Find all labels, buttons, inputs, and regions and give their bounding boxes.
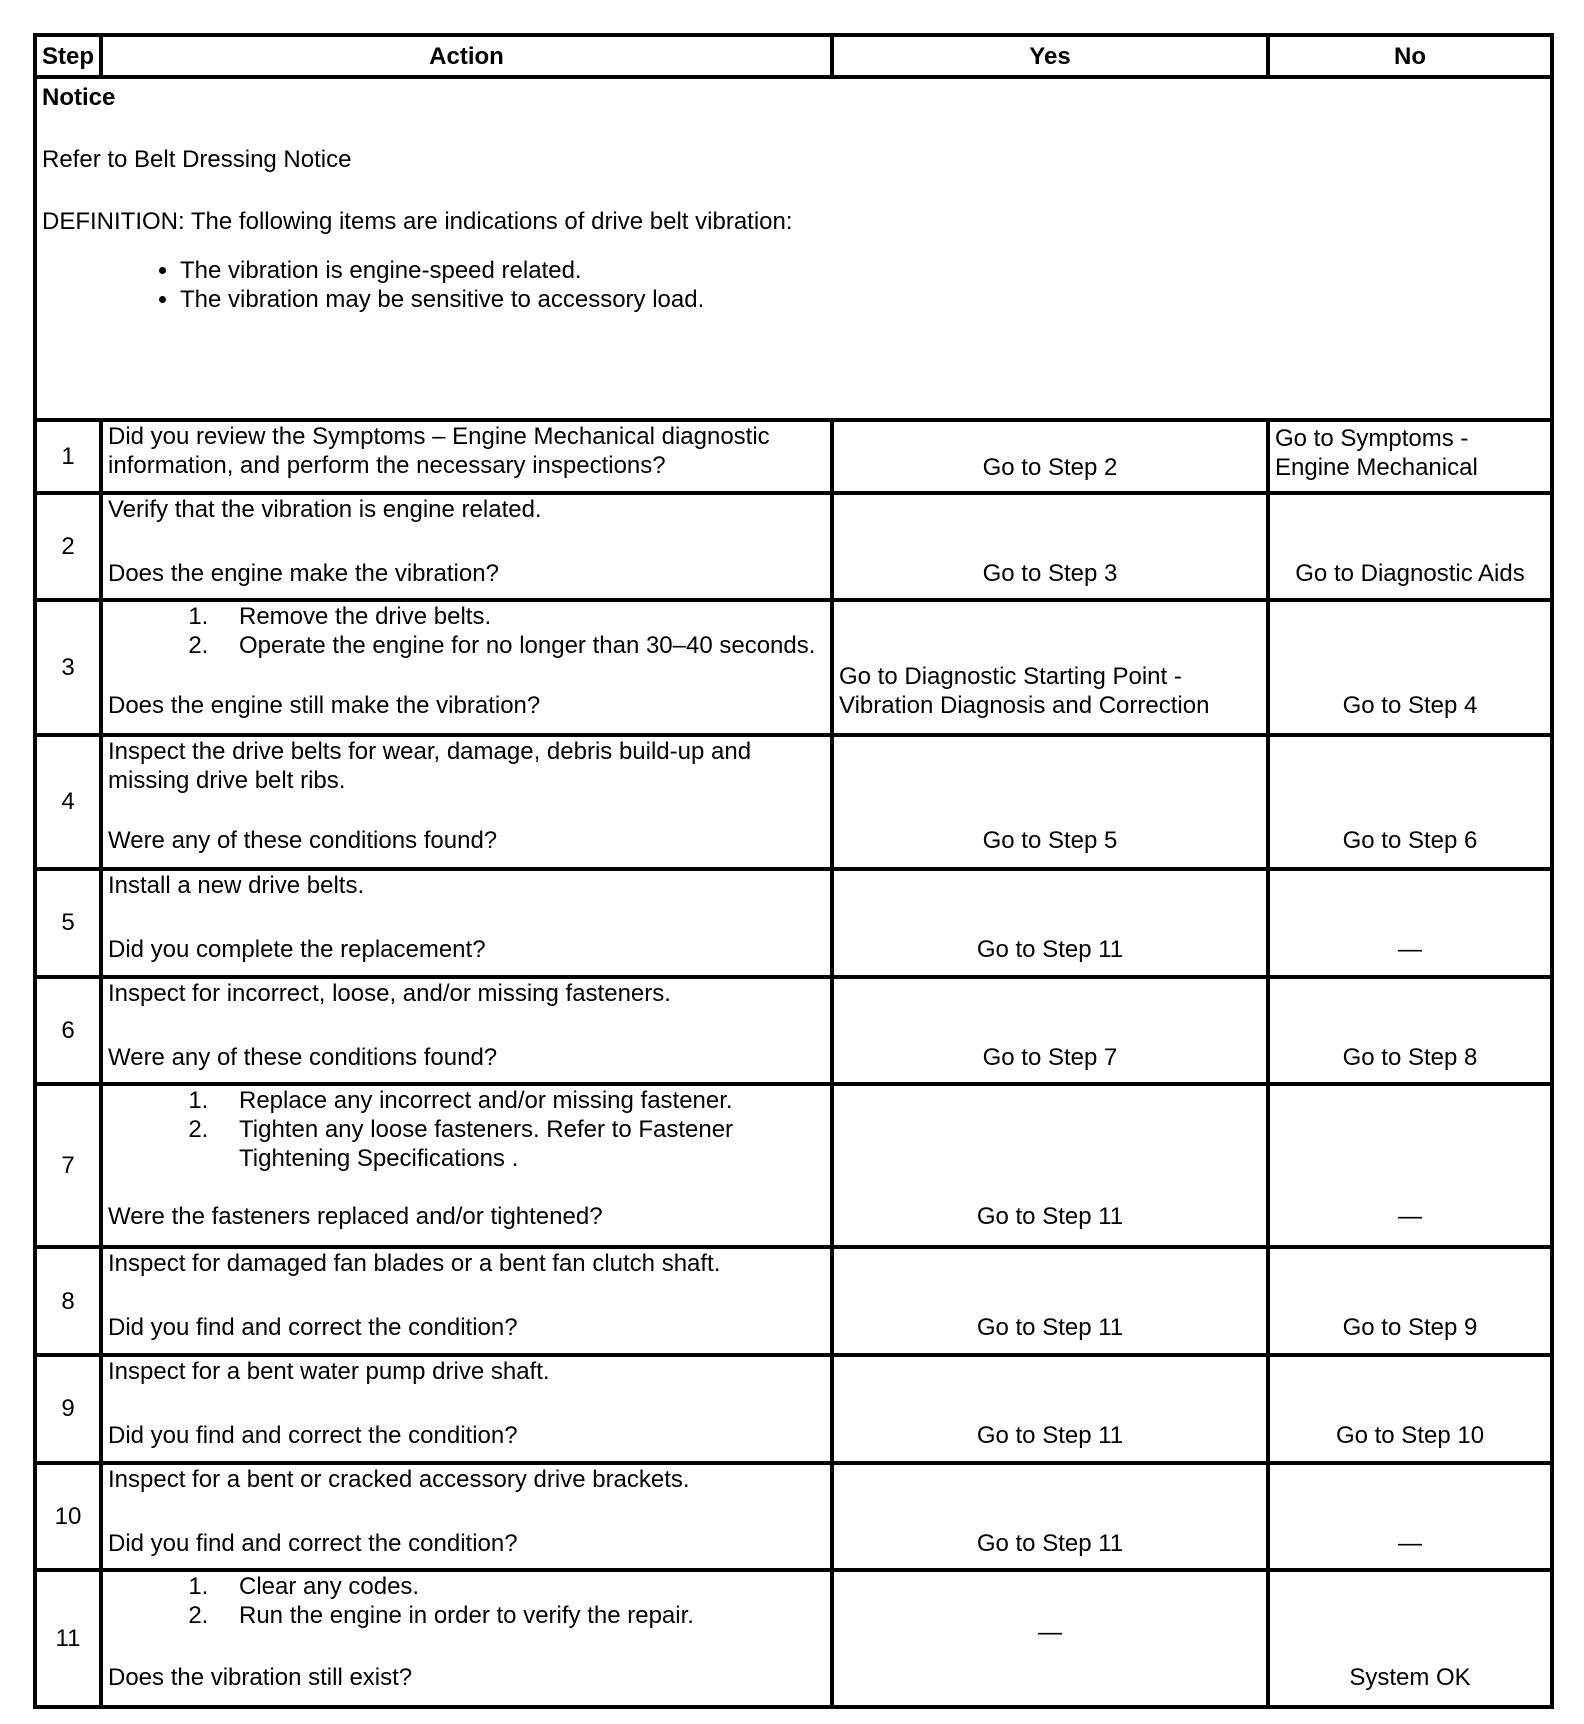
yes-answer: Go to Step 11 [976,1422,1124,1450]
no-cell [1268,735,1552,869]
action-list-item: 1. Replace any incorrect and/or missing fastener. [215,1086,825,1115]
action-cell [101,977,832,1085]
no-cell [1268,1247,1552,1355]
step-number: 8 [35,1247,101,1355]
action-list-item: 1. Remove the drive belts. [215,602,825,631]
action-list-item: 2. Operate the engine for no longer than 30–40 seconds. [215,631,825,660]
table-row [35,1463,1552,1571]
notice-row [35,77,1552,420]
yes-cell [832,735,1268,869]
yes-answer: Go to Step 3 [982,559,1118,587]
notice-reference: Refer to Belt Dressing Notice [42,146,352,173]
action-text: Inspect for a bent or cracked accessory drive brackets. [108,1465,690,1493]
table-row [35,1570,1552,1707]
yes-cell [832,1463,1268,1571]
step-number: 10 [35,1463,101,1571]
yes-cell [832,1570,1268,1707]
action-question: Does the engine still make the vibration? [108,692,541,720]
header-row [35,35,1552,77]
action-list-item: 2. Tighten any loose fasteners. Refer to Fastener Tightening Specifications . [215,1115,825,1173]
action-question: Did you find and correct the condition? [108,1529,518,1557]
table-row [35,869,1552,977]
action-cell [101,1247,832,1355]
no-answer: Go to Symptoms - Engine Mechanical [1275,425,1478,482]
action-cell [101,420,832,492]
notice-cell [35,77,1552,420]
no-answer: Go to Step 10 [1335,1422,1485,1450]
yes-answer: — [1038,1618,1062,1646]
yes-cell [832,420,1268,492]
yes-cell [832,1355,1268,1463]
no-cell [1268,420,1552,492]
yes-answer: Go to Step 7 [982,1043,1118,1071]
action-question: Were any of these conditions found? [108,826,498,854]
action-list [108,1086,825,1173]
yes-answer: Go to Step 11 [976,1203,1124,1231]
action-text: Did you review the Symptoms – Engine Mechanical diagnostic information, and perform the necessary inspections? [108,423,770,480]
notice-definition: DEFINITION: The following items are indications of drive belt vibration: [42,208,793,235]
yes-cell [832,600,1268,734]
action-cell [101,600,832,734]
action-text: Inspect the drive belts for wear, damage, debris build-up and missing drive belt ribs. [108,737,752,794]
notice-bullet: • The vibration may be sensitive to accessory load. [180,285,1545,314]
header-no: No [1268,35,1552,77]
diagnostic-table [33,33,1554,1709]
step-number: 11 [35,1570,101,1707]
action-cell [101,1355,832,1463]
table-row [35,1247,1552,1355]
no-answer: — [1398,1529,1422,1557]
action-question: Did you find and correct the condition? [108,1422,518,1450]
step-number: 3 [35,600,101,734]
action-cell [101,1463,832,1571]
no-cell [1268,977,1552,1085]
yes-answer: Go to Step 2 [982,454,1118,482]
no-cell [1268,600,1552,734]
action-cell [101,1570,832,1707]
action-list-item: 1. Clear any codes. [215,1572,825,1601]
no-cell [1268,493,1552,601]
notice-bullet-list [42,256,1545,314]
action-text: Install a new drive belts. [108,872,365,900]
step-number: 4 [35,735,101,869]
action-cell [101,493,832,601]
no-answer: Go to Step 9 [1342,1314,1478,1342]
action-text: Inspect for a bent water pump drive shaft. [108,1358,550,1386]
no-cell [1268,1355,1552,1463]
action-text: Inspect for incorrect, loose, and/or missing fasteners. [108,979,671,1007]
table-row [35,1355,1552,1463]
action-question: Were any of these conditions found? [108,1043,498,1071]
action-text: Inspect for damaged fan blades or a bent fan clutch shaft. [108,1250,721,1278]
yes-cell [832,977,1268,1085]
no-answer: Go to Diagnostic Aids [1295,559,1525,587]
step-number: 9 [35,1355,101,1463]
step-number: 1 [35,420,101,492]
table-row [35,600,1552,734]
step-number: 2 [35,493,101,601]
action-cell [101,869,832,977]
header-action: Action [101,35,832,77]
yes-answer: Go to Step 11 [976,1529,1124,1557]
yes-cell [832,493,1268,601]
no-answer: Go to Step 8 [1342,1043,1478,1071]
no-cell [1268,869,1552,977]
header-step: Step [35,35,101,77]
no-cell [1268,1084,1552,1247]
yes-answer: Go to Step 11 [976,1314,1124,1342]
step-number: 6 [35,977,101,1085]
no-answer: — [1398,1203,1422,1231]
notice-title: Notice [42,84,116,111]
action-question: Did you find and correct the condition? [108,1314,518,1342]
no-answer: Go to Step 4 [1342,692,1478,720]
table-row [35,977,1552,1085]
yes-answer: Go to Step 11 [976,936,1124,964]
action-question: Does the engine make the vibration? [108,559,499,587]
action-list [108,1572,825,1630]
table-row [35,420,1552,492]
table-row [35,735,1552,869]
action-question: Were the fasteners replaced and/or tightened? [108,1203,603,1231]
action-question: Did you complete the replacement? [108,936,486,964]
no-cell [1268,1570,1552,1707]
action-text: Verify that the vibration is engine related. [108,495,542,523]
step-number: 5 [35,869,101,977]
no-cell [1268,1463,1552,1571]
action-question: Does the vibration still exist? [108,1664,413,1692]
no-answer: Go to Step 6 [1342,826,1478,854]
table-row [35,493,1552,601]
yes-cell [832,1084,1268,1247]
yes-answer: Go to Diagnostic Starting Point - Vibration Diagnosis and Correction [839,663,1210,720]
step-number: 7 [35,1084,101,1247]
action-cell [101,735,832,869]
yes-answer: Go to Step 5 [982,826,1118,854]
action-list-item: 2. Run the engine in order to verify the repair. [215,1601,825,1630]
yes-cell [832,1247,1268,1355]
yes-cell [832,869,1268,977]
no-answer: System OK [1349,1664,1471,1692]
no-answer: — [1398,936,1422,964]
table-row [35,1084,1552,1247]
action-cell [101,1084,832,1247]
notice-bullet: • The vibration is engine-speed related. [180,256,1545,285]
header-yes: Yes [832,35,1268,77]
action-list [108,602,825,660]
